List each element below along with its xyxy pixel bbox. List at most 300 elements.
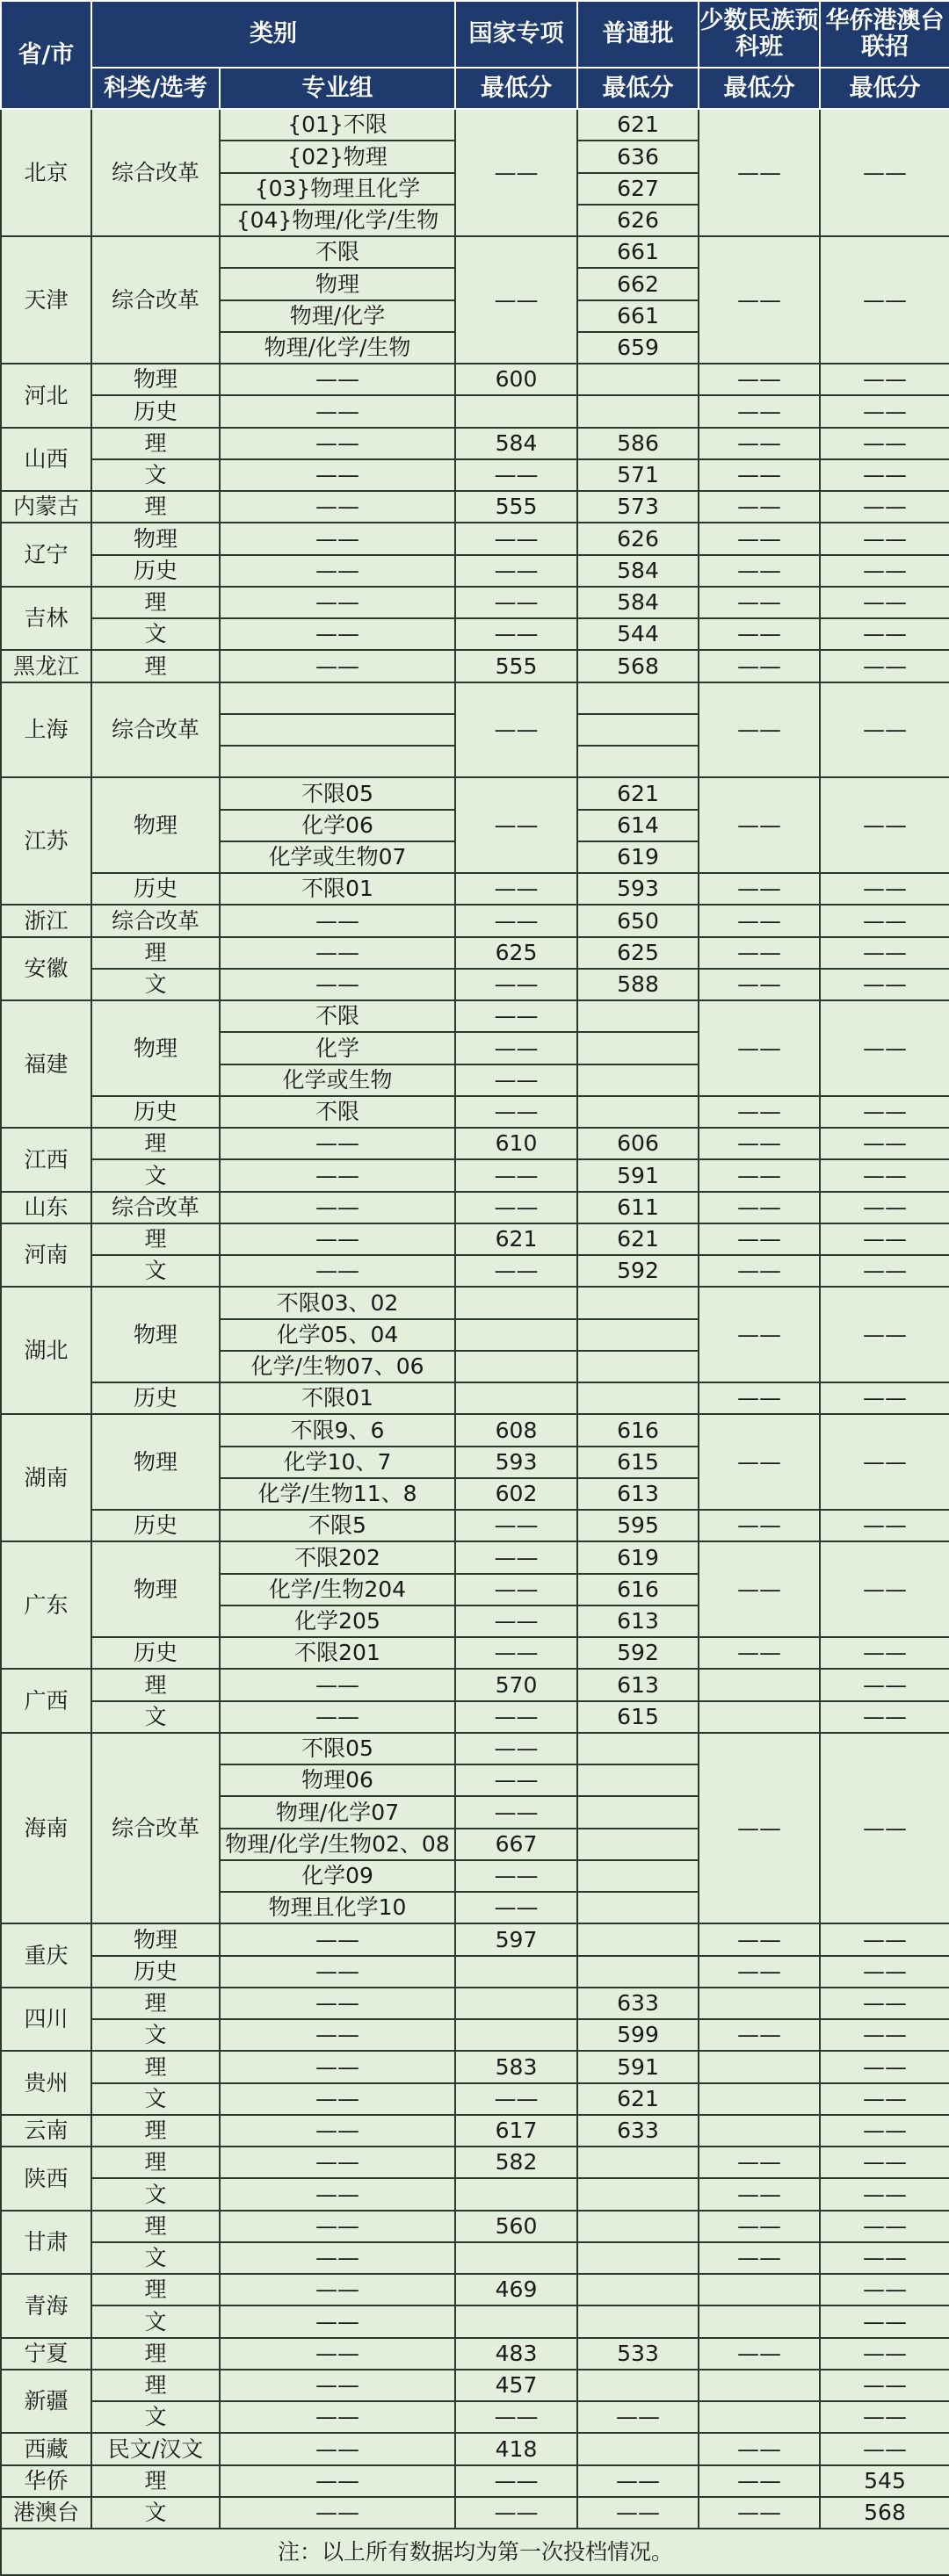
subject-type-cell: 理 xyxy=(91,428,220,459)
minority-cell: —— xyxy=(699,2338,820,2370)
regular-batch-cell xyxy=(577,1351,699,1382)
minority-cell xyxy=(699,2274,820,2305)
regular-batch-cell xyxy=(577,1956,699,1988)
regular-batch-cell: 619 xyxy=(577,841,699,873)
minority-cell: —— xyxy=(699,1923,820,1955)
major-group-cell: 不限01 xyxy=(220,873,455,905)
national-special-cell: —— xyxy=(455,1860,577,1892)
minority-cell: —— xyxy=(699,491,820,523)
minority-cell: —— xyxy=(699,428,820,459)
header-overseas: 华侨港澳台联招 xyxy=(820,1,949,68)
major-group-cell: —— xyxy=(220,937,455,969)
table-row xyxy=(1,1382,949,1414)
minority-cell: —— xyxy=(699,1223,820,1255)
major-group-cell: 物理 xyxy=(220,268,455,299)
province-cell: 北京 xyxy=(1,109,91,236)
table-row xyxy=(1,2083,949,2115)
minority-cell: —— xyxy=(699,1956,820,1988)
national-special-cell: —— xyxy=(455,1574,577,1605)
minority-cell: —— xyxy=(699,1255,820,1287)
minority-cell: —— xyxy=(699,523,820,554)
major-group-cell: —— xyxy=(220,2178,455,2210)
province-cell: 河北 xyxy=(1,364,91,428)
national-special-cell: —— xyxy=(455,459,577,491)
major-group-cell: 物理/化学/生物 xyxy=(220,332,455,364)
overseas-cell: —— xyxy=(820,1223,949,1255)
major-group-cell: 不限201 xyxy=(220,1637,455,1669)
regular-batch-cell: 613 xyxy=(577,1478,699,1510)
major-group-cell: —— xyxy=(220,2147,455,2178)
regular-batch-cell: —— xyxy=(577,2401,699,2433)
province-cell: 湖南 xyxy=(1,1414,91,1541)
header-regular-batch: 普通批 xyxy=(577,1,699,68)
major-group-cell: 化学205 xyxy=(220,1605,455,1637)
table-row xyxy=(1,1128,949,1159)
major-group-cell: —— xyxy=(220,1988,455,2019)
major-group-cell: —— xyxy=(220,587,455,618)
major-group-cell: —— xyxy=(220,523,455,554)
national-special-cell xyxy=(455,395,577,427)
minority-cell: —— xyxy=(699,364,820,395)
minority-cell xyxy=(699,2305,820,2337)
province-cell: 安徽 xyxy=(1,937,91,1001)
subject-type-cell: 理 xyxy=(91,2370,220,2401)
national-special-cell: —— xyxy=(455,1892,577,1923)
major-group-cell: 物理/化学07 xyxy=(220,1796,455,1828)
header-min-score: 最低分 xyxy=(699,68,820,109)
regular-batch-cell: 611 xyxy=(577,1192,699,1223)
national-special-cell xyxy=(455,1351,577,1382)
overseas-cell: —— xyxy=(820,905,949,936)
subject-type-cell: 历史 xyxy=(91,1382,220,1414)
table-row xyxy=(1,937,949,969)
regular-batch-cell: 586 xyxy=(577,428,699,459)
major-group-cell: —— xyxy=(220,969,455,1000)
major-group-cell: —— xyxy=(220,618,455,650)
subject-type-cell: 文 xyxy=(91,1159,220,1191)
regular-batch-cell xyxy=(577,714,699,746)
table-row xyxy=(1,1733,949,1764)
subject-type-cell: 理 xyxy=(91,2274,220,2305)
major-group-cell: —— xyxy=(220,1669,455,1700)
regular-batch-cell: 615 xyxy=(577,1447,699,1478)
regular-batch-cell xyxy=(577,1382,699,1414)
national-special-cell: —— xyxy=(455,905,577,936)
regular-batch-cell: 571 xyxy=(577,459,699,491)
national-special-cell: 560 xyxy=(455,2211,577,2242)
table-row xyxy=(1,1988,949,2019)
regular-batch-cell: 633 xyxy=(577,1988,699,2019)
subject-type-cell: 文 xyxy=(91,2083,220,2115)
regular-batch-cell xyxy=(577,1764,699,1796)
overseas-cell: 545 xyxy=(820,2465,949,2497)
subject-type-cell: 综合改革 xyxy=(91,905,220,936)
table-row xyxy=(1,2115,949,2147)
national-special-cell: —— xyxy=(455,873,577,905)
table-row xyxy=(1,2178,949,2210)
table-row xyxy=(1,364,949,395)
province-cell: 山西 xyxy=(1,428,91,492)
national-special-cell: 418 xyxy=(455,2433,577,2464)
province-cell: 海南 xyxy=(1,1733,91,1924)
major-group-cell: 化学05、04 xyxy=(220,1319,455,1351)
overseas-cell: —— xyxy=(820,937,949,969)
minority-cell: —— xyxy=(699,2019,820,2051)
national-special-cell: 597 xyxy=(455,1923,577,1955)
regular-batch-cell: 573 xyxy=(577,491,699,523)
overseas-cell: —— xyxy=(820,364,949,395)
minority-cell xyxy=(699,2051,820,2082)
regular-batch-cell xyxy=(577,1096,699,1128)
table-row xyxy=(1,1287,949,1318)
province-cell: 江苏 xyxy=(1,777,91,905)
table-row xyxy=(1,459,949,491)
minority-cell: —— xyxy=(699,1637,820,1669)
minority-cell xyxy=(699,1701,820,1733)
regular-batch-cell: 591 xyxy=(577,2051,699,2082)
major-group-cell: —— xyxy=(220,1128,455,1159)
subject-type-cell: 历史 xyxy=(91,1096,220,1128)
minority-cell: —— xyxy=(699,2178,820,2210)
province-cell: 湖北 xyxy=(1,1287,91,1414)
minority-cell: —— xyxy=(699,618,820,650)
minority-cell: —— xyxy=(699,650,820,682)
table-row xyxy=(1,2242,949,2274)
minority-cell: —— xyxy=(699,2211,820,2242)
major-group-cell: 不限05 xyxy=(220,777,455,809)
header-min-score: 最低分 xyxy=(577,68,699,109)
major-group-cell: 不限 xyxy=(220,1096,455,1128)
table-row xyxy=(1,905,949,936)
subject-type-cell: 物理 xyxy=(91,523,220,554)
major-group-cell: 不限01 xyxy=(220,1382,455,1414)
national-special-cell: —— xyxy=(455,1255,577,1287)
major-group-cell: —— xyxy=(220,555,455,587)
minority-cell: —— xyxy=(699,2147,820,2178)
major-group-cell: —— xyxy=(220,2465,455,2497)
subject-type-cell: 文 xyxy=(91,2019,220,2051)
regular-batch-cell: 595 xyxy=(577,1510,699,1541)
subject-type-cell: 理 xyxy=(91,587,220,618)
table-row xyxy=(1,1000,949,1032)
minority-cell: —— xyxy=(699,2465,820,2497)
minority-cell: —— xyxy=(699,1159,820,1191)
table-row xyxy=(1,2274,949,2305)
major-group-cell: 物理06 xyxy=(220,1764,455,1796)
province-cell: 上海 xyxy=(1,682,91,778)
regular-batch-cell: 636 xyxy=(577,141,699,172)
regular-batch-cell: 615 xyxy=(577,1701,699,1733)
national-special-cell: 584 xyxy=(455,428,577,459)
national-special-cell: 610 xyxy=(455,1128,577,1159)
national-special-cell: 469 xyxy=(455,2274,577,2305)
national-special-cell: —— xyxy=(455,1159,577,1191)
overseas-cell: —— xyxy=(820,2433,949,2464)
national-special-cell: 621 xyxy=(455,1223,577,1255)
subject-type-cell: 理 xyxy=(91,2051,220,2082)
national-special-cell: 555 xyxy=(455,491,577,523)
subject-type-cell: 理 xyxy=(91,2465,220,2497)
major-group-cell: 化学/生物11、8 xyxy=(220,1478,455,1510)
subject-type-cell: 民文/汉文 xyxy=(91,2433,220,2464)
header-category: 类别 xyxy=(91,1,455,68)
header-minority: 少数民族预科班 xyxy=(699,1,820,68)
subject-type-cell: 文 xyxy=(91,1255,220,1287)
table-row xyxy=(1,1541,949,1573)
province-cell: 甘肃 xyxy=(1,2211,91,2275)
minority-cell: —— xyxy=(699,1382,820,1414)
national-special-cell: —— xyxy=(455,1764,577,1796)
minority-cell: —— xyxy=(699,2497,820,2529)
major-group-cell: {02}物理 xyxy=(220,141,455,172)
overseas-cell: —— xyxy=(820,2401,949,2433)
minority-cell: —— xyxy=(699,587,820,618)
national-special-cell: 583 xyxy=(455,2051,577,2082)
minority-cell xyxy=(699,2083,820,2115)
table-row xyxy=(1,2465,949,2497)
national-special-cell: —— xyxy=(455,1192,577,1223)
subject-type-cell: 历史 xyxy=(91,1637,220,1669)
table-header xyxy=(1,1,949,109)
national-special-cell xyxy=(455,1382,577,1414)
minority-cell: —— xyxy=(699,109,820,236)
national-special-cell: —— xyxy=(455,1541,577,1573)
regular-batch-cell: 533 xyxy=(577,2338,699,2370)
overseas-cell: —— xyxy=(820,236,949,364)
minority-cell: —— xyxy=(699,1510,820,1541)
overseas-cell: —— xyxy=(820,459,949,491)
province-cell: 天津 xyxy=(1,236,91,364)
subject-type-cell: 文 xyxy=(91,459,220,491)
subject-type-cell: 理 xyxy=(91,2115,220,2147)
national-special-cell: —— xyxy=(455,682,577,778)
major-group-cell: —— xyxy=(220,428,455,459)
regular-batch-cell: 613 xyxy=(577,1669,699,1700)
regular-batch-cell: 619 xyxy=(577,1541,699,1573)
regular-batch-cell xyxy=(577,2370,699,2401)
major-group-cell: {03}物理且化学 xyxy=(220,173,455,205)
major-group-cell: —— xyxy=(220,650,455,682)
major-group-cell: —— xyxy=(220,2242,455,2274)
regular-batch-cell xyxy=(577,682,699,714)
subject-type-cell: 物理 xyxy=(91,1414,220,1510)
regular-batch-cell: 588 xyxy=(577,969,699,1000)
table-row xyxy=(1,428,949,459)
major-group-cell: 不限 xyxy=(220,1000,455,1032)
major-group-cell: 物理/化学 xyxy=(220,300,455,332)
subject-type-cell: 物理 xyxy=(91,1541,220,1637)
national-special-cell xyxy=(455,1988,577,2019)
national-special-cell: 570 xyxy=(455,1669,577,1700)
regular-batch-cell: 650 xyxy=(577,905,699,936)
overseas-cell: —— xyxy=(820,2147,949,2178)
table-row xyxy=(1,236,949,268)
national-special-cell: —— xyxy=(455,618,577,650)
major-group-cell: 物理且化学10 xyxy=(220,1892,455,1923)
minority-cell: —— xyxy=(699,1287,820,1382)
regular-batch-cell: 616 xyxy=(577,1414,699,1446)
national-special-cell: 625 xyxy=(455,937,577,969)
major-group-cell: 化学 xyxy=(220,1032,455,1064)
subject-type-cell: 文 xyxy=(91,2401,220,2433)
regular-batch-cell xyxy=(577,2242,699,2274)
regular-batch-cell xyxy=(577,1796,699,1828)
regular-batch-cell xyxy=(577,1000,699,1032)
major-group-cell: —— xyxy=(220,1701,455,1733)
overseas-cell: —— xyxy=(820,1287,949,1382)
regular-batch-cell: 568 xyxy=(577,650,699,682)
regular-batch-cell: 633 xyxy=(577,2115,699,2147)
overseas-cell: —— xyxy=(820,618,949,650)
major-group-cell: —— xyxy=(220,2274,455,2305)
overseas-cell: —— xyxy=(820,1988,949,2019)
table-row xyxy=(1,873,949,905)
province-cell: 山东 xyxy=(1,1192,91,1223)
national-special-cell: —— xyxy=(455,2083,577,2115)
province-cell: 西藏 xyxy=(1,2433,91,2464)
major-group-cell: —— xyxy=(220,1923,455,1955)
minority-cell xyxy=(699,1988,820,2019)
overseas-cell: —— xyxy=(820,873,949,905)
national-special-cell xyxy=(455,2305,577,2337)
major-group-cell: 化学或生物07 xyxy=(220,841,455,873)
major-group-cell: —— xyxy=(220,2433,455,2464)
minority-cell: —— xyxy=(699,1000,820,1096)
major-group-cell: —— xyxy=(220,2370,455,2401)
regular-batch-cell xyxy=(577,395,699,427)
overseas-cell: —— xyxy=(820,2305,949,2337)
table-row xyxy=(1,2147,949,2178)
national-special-cell xyxy=(455,2242,577,2274)
national-special-cell: —— xyxy=(455,1637,577,1669)
national-special-cell: —— xyxy=(455,1733,577,1764)
overseas-cell: —— xyxy=(820,969,949,1000)
subject-type-cell: 历史 xyxy=(91,555,220,587)
table-row xyxy=(1,2338,949,2370)
subject-type-cell: 综合改革 xyxy=(91,682,220,778)
table-row xyxy=(1,1223,949,1255)
subject-type-cell: 文 xyxy=(91,1701,220,1733)
major-group-cell: —— xyxy=(220,2401,455,2433)
regular-batch-cell xyxy=(577,2274,699,2305)
minority-cell: —— xyxy=(699,1733,820,1924)
national-special-cell: 602 xyxy=(455,1478,577,1510)
overseas-cell: —— xyxy=(820,1510,949,1541)
regular-batch-cell: 613 xyxy=(577,1605,699,1637)
overseas-cell: —— xyxy=(820,555,949,587)
overseas-cell: —— xyxy=(820,2178,949,2210)
overseas-cell: —— xyxy=(820,1159,949,1191)
table-row xyxy=(1,618,949,650)
overseas-cell: —— xyxy=(820,1956,949,1988)
overseas-cell: —— xyxy=(820,1192,949,1223)
overseas-cell: —— xyxy=(820,1128,949,1159)
table-row xyxy=(1,777,949,809)
regular-batch-cell xyxy=(577,2211,699,2242)
overseas-cell: —— xyxy=(820,1414,949,1510)
province-cell: 四川 xyxy=(1,1988,91,2052)
overseas-cell: —— xyxy=(820,523,949,554)
table-row xyxy=(1,2305,949,2337)
minority-cell: —— xyxy=(699,937,820,969)
minority-cell: —— xyxy=(699,873,820,905)
major-group-cell: 化学/生物07、06 xyxy=(220,1351,455,1382)
table-row xyxy=(1,1669,949,1700)
national-special-cell: —— xyxy=(455,523,577,554)
national-special-cell xyxy=(455,2178,577,2210)
minority-cell: —— xyxy=(699,236,820,364)
national-special-cell: —— xyxy=(455,2401,577,2433)
province-cell: 江西 xyxy=(1,1128,91,1192)
major-group-cell xyxy=(220,714,455,746)
minority-cell xyxy=(699,2401,820,2433)
header-min-score: 最低分 xyxy=(455,68,577,109)
national-special-cell: —— xyxy=(455,1000,577,1032)
regular-batch-cell: 621 xyxy=(577,2083,699,2115)
regular-batch-cell: 606 xyxy=(577,1128,699,1159)
major-group-cell: —— xyxy=(220,2305,455,2337)
national-special-cell: —— xyxy=(455,109,577,236)
regular-batch-cell: 584 xyxy=(577,555,699,587)
regular-batch-cell: 614 xyxy=(577,810,699,841)
regular-batch-cell xyxy=(577,1829,699,1860)
table-row xyxy=(1,969,949,1000)
subject-type-cell: 综合改革 xyxy=(91,109,220,236)
regular-batch-cell: 627 xyxy=(577,173,699,205)
major-group-cell: —— xyxy=(220,2019,455,2051)
subject-type-cell: 理 xyxy=(91,1223,220,1255)
major-group-cell: —— xyxy=(220,2051,455,2082)
overseas-cell: —— xyxy=(820,1000,949,1096)
overseas-cell: —— xyxy=(820,2242,949,2274)
regular-batch-cell: 593 xyxy=(577,873,699,905)
major-group-cell: 不限 xyxy=(220,236,455,268)
subject-type-cell: 历史 xyxy=(91,1510,220,1541)
national-special-cell xyxy=(455,1287,577,1318)
major-group-cell: 化学09 xyxy=(220,1860,455,1892)
major-group-cell: —— xyxy=(220,905,455,936)
major-group-cell: 不限202 xyxy=(220,1541,455,1573)
minority-cell: —— xyxy=(699,395,820,427)
regular-batch-cell: 659 xyxy=(577,332,699,364)
national-special-cell: —— xyxy=(455,587,577,618)
header-national-special: 国家专项 xyxy=(455,1,577,68)
regular-batch-cell xyxy=(577,1860,699,1892)
regular-batch-cell: 661 xyxy=(577,300,699,332)
national-special-cell: —— xyxy=(455,1701,577,1733)
subject-type-cell: 综合改革 xyxy=(91,1192,220,1223)
overseas-cell: —— xyxy=(820,1701,949,1733)
subject-type-cell: 文 xyxy=(91,2178,220,2210)
major-group-cell: {01}不限 xyxy=(220,109,455,141)
regular-batch-cell xyxy=(577,1733,699,1764)
overseas-cell: —— xyxy=(820,2083,949,2115)
major-group-cell: —— xyxy=(220,395,455,427)
table-row xyxy=(1,2370,949,2401)
minority-cell xyxy=(699,2115,820,2147)
province-cell: 吉林 xyxy=(1,587,91,651)
province-cell: 贵州 xyxy=(1,2051,91,2115)
regular-batch-cell: 661 xyxy=(577,236,699,268)
regular-batch-cell xyxy=(577,1064,699,1096)
regular-batch-cell: 591 xyxy=(577,1159,699,1191)
major-group-cell: —— xyxy=(220,1159,455,1191)
major-group-cell: 化学或生物 xyxy=(220,1064,455,1096)
table-row xyxy=(1,2019,949,2051)
national-special-cell: —— xyxy=(455,2497,577,2529)
province-cell: 福建 xyxy=(1,1000,91,1128)
overseas-cell: —— xyxy=(820,1096,949,1128)
